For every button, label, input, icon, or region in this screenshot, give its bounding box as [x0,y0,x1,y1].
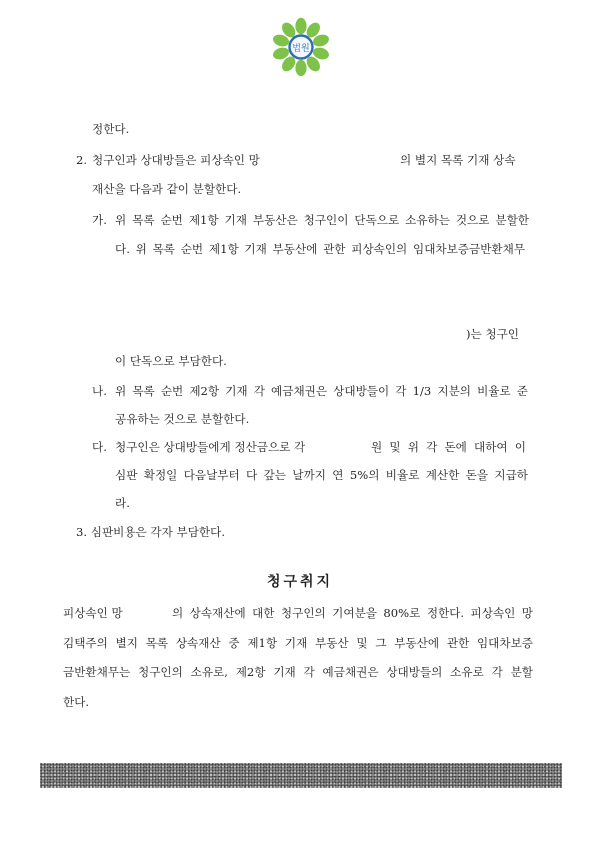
claim-line-1b: 의 상속재산에 대한 청구인의 기여분을 80%로 정한다. 피상속인 망 [172,606,533,620]
item-na-label: 나. [92,384,107,398]
item-ga-line-4: 이 단독으로 부담한다. [115,354,227,368]
emblem-petal [295,18,306,34]
item-ga-line-2: 다. 위 목록 순번 제1항 기재 부동산에 관한 피상속인의 임대차보증금반환채무 [115,242,525,256]
emblem-petal [295,60,306,76]
item-3: 3. 심판비용은 각자 부담한다. [76,525,225,539]
claim-line-1a: 피상속인 망 [63,606,123,620]
item-na-line-2: 공유하는 것으로 분할한다. [115,412,250,426]
claim-line-4: 한다. [63,695,90,709]
claim-title: 청구취지 [266,574,334,590]
item-da-line-1b: 원 및 위 각 돈에 대하여 이 [371,440,526,454]
item-da-line-3: 라. [115,496,130,510]
item-na-line-1: 위 목록 순번 제2항 기재 각 예금채권은 상대방들이 각 1/3 지분의 비율로 준 [115,384,528,398]
item-2-line-2: 재산을 다음과 같이 분할한다. [92,182,242,196]
court-emblem-icon [270,14,332,80]
item-2-line-1a: 청구인과 상대방들은 피상속인 망 [92,153,260,167]
item-da-label: 다. [92,440,107,454]
item-da-line-1a: 청구인은 상대방들에게 정산금으로 각 [115,440,306,454]
emblem-label: 법원 [292,44,310,54]
claim-line-2: 김택주의 별지 목록 상속재산 중 제1항 기재 부동산 및 그 부동산에 관한 임대차보증 [63,636,533,650]
continuation-text: 정한다. [92,122,130,136]
item-ga-line-1: 위 목록 순번 제1항 기재 부동산은 청구인이 단독으로 소유하는 것으로 분할한 [115,213,529,227]
item-2-label: 2. [76,153,88,167]
item-da-line-2: 심판 확정일 다음날부터 다 갚는 날까지 연 5%의 비율로 계산한 돈을 지급하 [115,468,528,482]
item-ga-line-3: )는 청구인 [466,327,520,341]
item-2-line-1b: 의 별지 목록 기재 상속 [400,153,516,167]
item-ga-label: 가. [92,213,107,227]
security-noise-band [40,763,562,788]
claim-line-3: 금반환채무는 청구인의 소유로, 제2항 기재 각 예금채권은 상대방들의 소유로 각 분할 [63,665,533,679]
